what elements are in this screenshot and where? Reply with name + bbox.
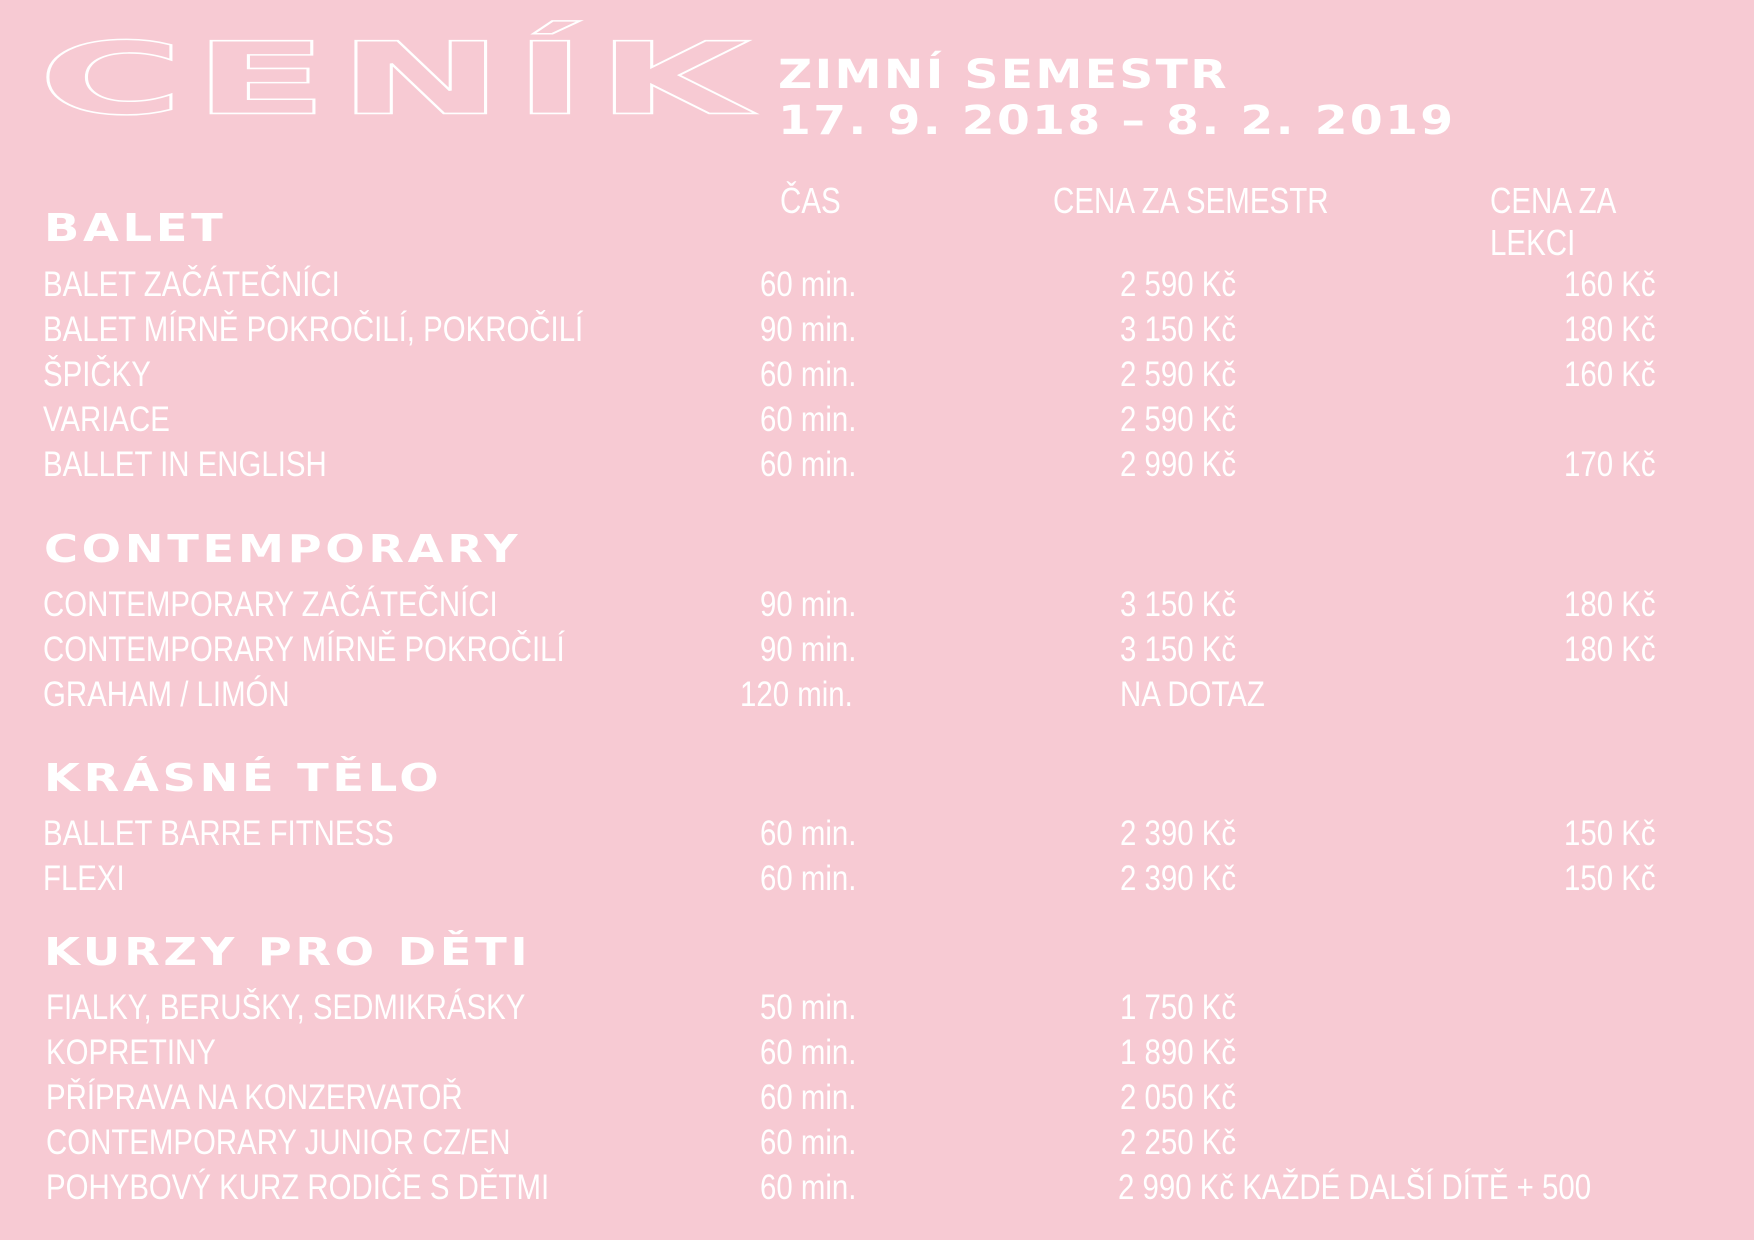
semester-price: 3 150 Kč [1120,310,1237,349]
table-row [0,1076,1754,1120]
course-name: PŘÍPRAVA NA KONZERVATOŘ [46,1078,463,1117]
course-duration: 60 min. [760,1078,857,1117]
course-duration: 90 min. [760,630,857,669]
column-header-semester-price: CENA ZA SEMESTR [1053,180,1329,221]
course-name: BALET ZAČÁTEČNÍCI [43,265,340,304]
page-title: CENÍK [38,21,760,138]
course-name: BALLET IN ENGLISH [43,445,327,484]
semester-price: 2 250 Kč [1120,1123,1237,1162]
course-duration: 90 min. [760,310,857,349]
lesson-price: 150 Kč [1564,859,1656,898]
table-row [0,353,1754,397]
course-duration: 60 min. [760,355,857,394]
course-duration: 50 min. [760,988,857,1027]
course-name: VARIACE [43,400,170,439]
semester-price: NA DOTAZ [1120,675,1265,714]
table-row [0,443,1754,487]
semester-price: 3 150 Kč [1120,630,1237,669]
column-header-lesson-price: CENA ZA LEKCI [1490,180,1615,263]
table-row [0,673,1754,717]
semester-price: 3 150 Kč [1120,585,1237,624]
semester-price: 1 890 Kč [1120,1033,1237,1072]
table-row [0,308,1754,352]
table-row [0,986,1754,1030]
lesson-price: 180 Kč [1564,310,1656,349]
course-name: FLEXI [43,859,125,898]
semester-price: 2 390 Kč [1120,859,1237,898]
course-name: CONTEMPORARY JUNIOR CZ/EN [46,1123,511,1162]
lesson-price: 170 Kč [1564,445,1656,484]
course-duration: 60 min. [760,1033,857,1072]
course-name: FIALKY, BERUŠKY, SEDMIKRÁSKY [46,988,526,1027]
section-title-krasne-telo: KRÁSNÉ TĚLO [44,756,443,800]
lesson-price: 160 Kč [1564,355,1656,394]
course-duration: 120 min. [740,675,853,714]
lesson-price: 160 Kč [1564,265,1656,304]
table-row [0,857,1754,901]
course-duration: 60 min. [760,859,857,898]
section-title-contemporary: CONTEMPORARY [44,527,522,571]
semester-price: 2 990 Kč KAŽDÉ DALŠÍ DÍTĚ + 500 [1118,1168,1592,1207]
course-duration: 60 min. [760,1168,857,1207]
semester-price: 2 590 Kč [1120,400,1237,439]
semester-price: 2 390 Kč [1120,814,1237,853]
semester-price: 2 590 Kč [1120,355,1237,394]
season-heading [778,52,1456,144]
table-row [0,1121,1754,1165]
course-duration: 60 min. [760,814,857,853]
table-row [0,263,1754,307]
course-name: BALLET BARRE FITNESS [43,814,394,853]
course-name: BALET MÍRNĚ POKROČILÍ, POKROČILÍ [43,310,584,349]
season-dates: 17. 9. 2018 – 8. 2. 2019 [778,98,1456,144]
table-row [0,628,1754,672]
season-name: ZIMNÍ SEMESTR [778,52,1229,98]
table-row [0,1031,1754,1075]
semester-price: 2 590 Kč [1120,265,1237,304]
table-row [0,398,1754,442]
course-name: CONTEMPORARY MÍRNĚ POKROČILÍ [43,630,565,669]
course-duration: 60 min. [760,445,857,484]
course-name: POHYBOVÝ KURZ RODIČE S DĚTMI [46,1168,550,1207]
column-header-time: ČAS [780,180,841,221]
course-duration: 60 min. [760,400,857,439]
course-name: KOPRETINY [46,1033,216,1072]
semester-price: 2 990 Kč [1120,445,1237,484]
table-row [0,812,1754,856]
course-duration: 60 min. [760,1123,857,1162]
course-name: ŠPIČKY [43,355,151,394]
semester-price: 1 750 Kč [1120,988,1237,1027]
section-title-balet: BALET [44,206,227,250]
lesson-price: 150 Kč [1564,814,1656,853]
course-duration: 60 min. [760,265,857,304]
lesson-price: 180 Kč [1564,630,1656,669]
course-duration: 90 min. [760,585,857,624]
course-name: CONTEMPORARY ZAČÁTEČNÍCI [43,585,498,624]
table-row [0,583,1754,627]
semester-price: 2 050 Kč [1120,1078,1237,1117]
table-row [0,1166,1754,1210]
lesson-price: 180 Kč [1564,585,1656,624]
section-title-kurzy-pro-deti: KURZY PRO DĚTI [44,930,532,974]
course-name: GRAHAM / LIMÓN [43,675,290,714]
